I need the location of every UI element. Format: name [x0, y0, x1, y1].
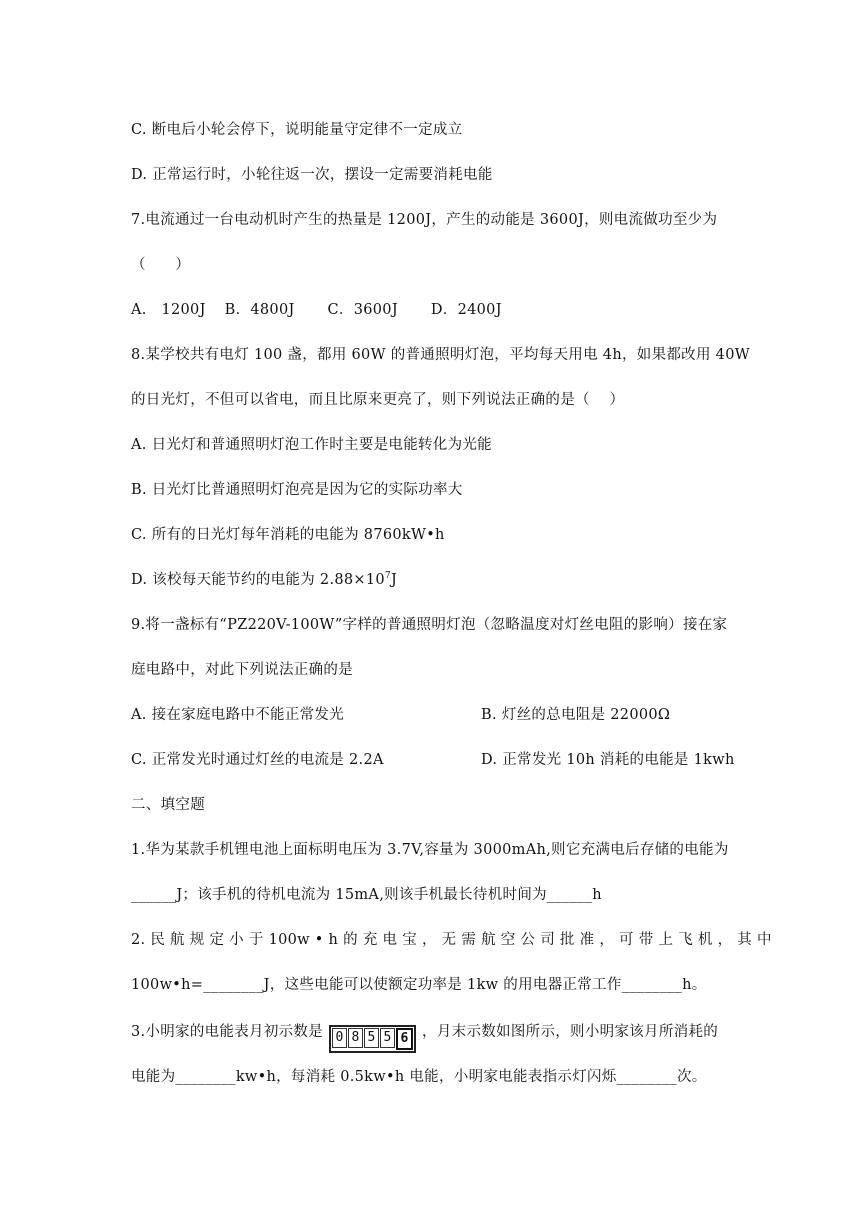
meter-digit: 5	[364, 1028, 379, 1048]
q7-options	[131, 298, 502, 319]
f3-blank-2: ________	[616, 1069, 677, 1085]
q9-stem-line2: 庭电路中，对此下列说法正确的是	[131, 662, 353, 678]
f2-pre-text: 100w•h=	[131, 977, 204, 993]
q9-option-d: D. 正常发光 10h 消耗的电能是 1kwh	[481, 752, 735, 768]
q8-option-c: C. 所有的日光灯每年消耗的电能为 8760kW•h	[131, 527, 445, 543]
q9-option-b: B. 灯丝的总电阻是 22000Ω	[481, 707, 671, 723]
f3-line1	[131, 1020, 718, 1053]
q7-option-c: C．3600J	[327, 302, 398, 318]
f3-line2	[131, 1065, 707, 1086]
f2-mid-text: J，这些电能可以使额定功率是 1kw 的用电器正常工作	[263, 977, 622, 993]
f2-line2	[131, 973, 707, 994]
q8-option-b: B. 日光灯比普通照明灯泡亮是因为它的实际功率大	[131, 482, 463, 498]
f1-blank-1: ______	[131, 887, 177, 903]
q8-option-d-unit: J	[390, 572, 398, 588]
prev-option-d: D. 正常运行时，小轮往返一次，摆设一定需要消耗电能	[131, 167, 493, 183]
meter-digit-decimal: 6	[396, 1028, 413, 1050]
f2-line1: 2. 民 航 规 定 小 于 100w • h 的 充 电 宝 ， 无 需 航 空 公 司 批 准 ， 可 带 上 飞 机 ， 其 中	[131, 932, 772, 948]
q9-option-a: A. 接在家庭电路中不能正常发光	[131, 707, 344, 723]
section-title: 二、填空题	[131, 797, 205, 813]
q8-option-a: A. 日光灯和普通照明灯泡工作时主要是电能转化为光能	[131, 437, 492, 453]
q8-stem-line2: 的日光灯，不但可以省电，而且比原来更亮了，则下列说法正确的是（ ）	[131, 392, 625, 408]
f3-post-text: ，月末示数如图所示，则小明家该月所消耗的	[422, 1024, 719, 1040]
f1-line2	[131, 883, 602, 904]
f3-l2-end-text: 次。	[676, 1069, 707, 1085]
q7-option-d: D．2400J	[430, 302, 502, 318]
f2-end-text: h。	[682, 977, 707, 993]
q8-option-d-text: D. 该校每天能节约的电能为 2.88×10	[131, 572, 385, 588]
q7-paren: （ ）	[131, 257, 191, 273]
f3-l2-mid-text: kw•h，每消耗 0.5kw•h 电能，小明家电能表指示灯闪烁	[235, 1069, 617, 1085]
f3-l2-pre-text: 电能为	[131, 1069, 176, 1085]
meter-digit: 0	[332, 1028, 347, 1048]
q8-option-d	[131, 568, 397, 589]
f3-blank-1: ________	[175, 1069, 236, 1085]
f1-mid-text: J；该手机的待机电流为 15mA,则该手机最长待机时间为	[176, 887, 547, 903]
prev-option-c: C. 断电后小轮会停下，说明能量守定律不一定成立	[131, 122, 463, 138]
f2-blank-2: ________	[621, 977, 683, 993]
q9-stem-line1: 9.将一盏标有“PZ220V-100W”字样的普通照明灯泡（忽略温度对灯丝电阻的影响）接在家	[131, 617, 728, 633]
f1-line1: 1.华为某款手机锂电池上面标明电压为 3.7V,容量为 3000mAh,则它充满电后存储的电能为	[131, 842, 729, 858]
meter-digit: 8	[348, 1028, 363, 1048]
q7-option-a: A. 1200J	[131, 302, 206, 318]
meter-digit: 5	[380, 1028, 395, 1048]
q7-stem: 7.电流通过一台电动机时产生的热量是 1200J，产生的动能是 3600J，则电流做功至少为	[131, 212, 718, 228]
q7-option-b: B．4800J	[224, 302, 295, 318]
energy-meter-display	[329, 1025, 416, 1053]
f1-blank-2: ______	[546, 887, 593, 903]
q9-option-c: C. 正常发光时通过灯丝的电流是 2.2A	[131, 752, 384, 768]
f2-blank-1: ________	[203, 977, 264, 993]
q8-option-d-exponent: 7	[384, 571, 391, 582]
q8-stem-line1: 8.某学校共有电灯 100 盏，都用 60W 的普通照明灯泡，平均每天用电 4h，如果都改用 40W	[131, 347, 750, 363]
f3-pre-text: 3.小明家的电能表月初示数是	[131, 1024, 324, 1040]
f1-end-text: h	[592, 887, 602, 903]
